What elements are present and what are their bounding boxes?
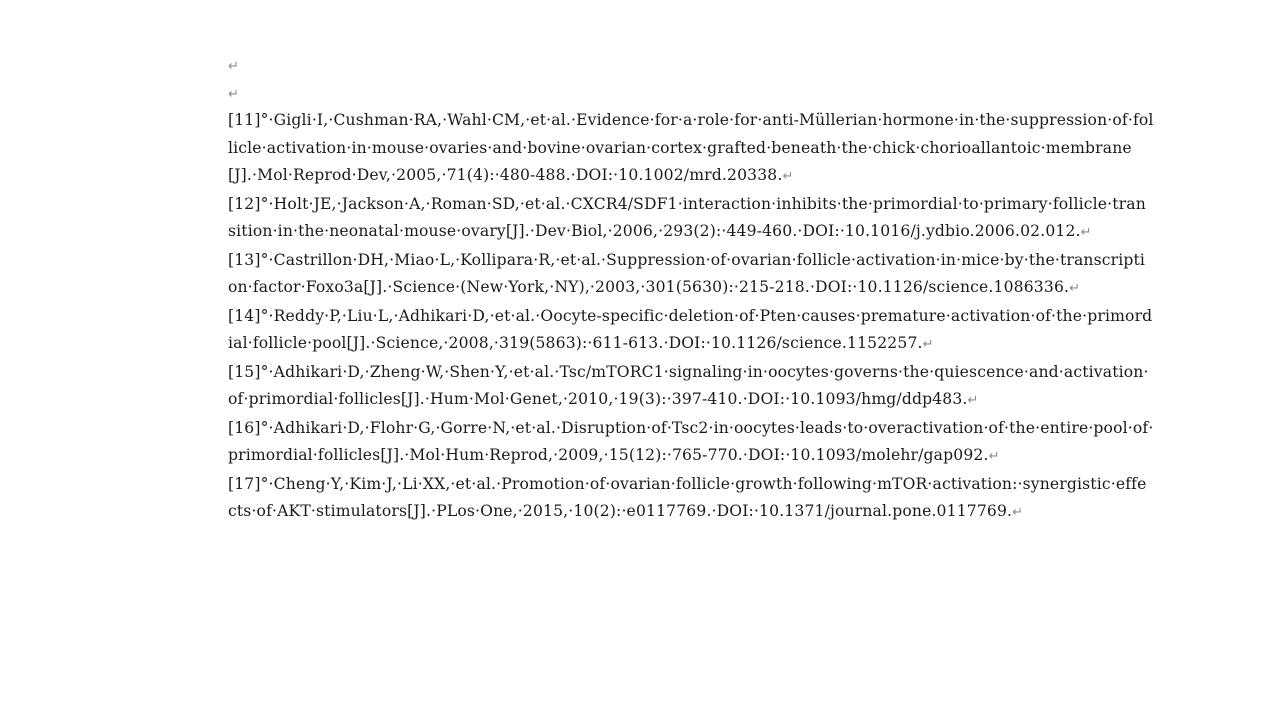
reference-text: [12]°·Holt·JE,·Jackson·A,·Roman·SD,·et·al.·CXCR4/SDF1·interaction·inhibits·the·primordial·to·primary·follicle·transition·in·the·neonatal·mouse·ovary[J].·Dev·Biol,·2006,·293(2):·449-460.·DOI:·10.1016/j.ydbio.2006.02.012. (228, 194, 1146, 240)
reference-entry-14 (228, 303, 1154, 359)
paragraph-mark-icon: ↵ (228, 86, 239, 102)
reference-text: [16]°·Adhikari·D,·Flohr·G,·Gorre·N,·et·al.·Disruption·of·Tsc2·in·oocytes·leads·to·overactivation·of·the·entire·pool·of·primordial·follicles[J].·Mol·Hum·Reprod,·2009,·15(12):·765-770.·DOI:·10.1093/molehr/gap092. (228, 418, 1154, 464)
reference-text: [17]°·Cheng·Y,·Kim·J,·Li·XX,·et·al.·Promotion·of·ovarian·follicle·growth·following·mTOR·activation:·synergistic·effects·of·AKT·stimulators[J].·PLos·One,·2015,·10(2):·e0117769.·DOI:·10.1371/journal.pone.0117769. (228, 474, 1147, 520)
empty-paragraph (228, 80, 1154, 108)
reference-entry-15 (228, 359, 1154, 415)
reference-text: [11]°·Gigli·I,·Cushman·RA,·Wahl·CM,·et·al.·Evidence·for·a·role·for·anti-Müllerian·hormone·in·the·suppression·of·follicle·activation·in·mouse·ovaries·and·bovine·ovarian·cortex·grafted·beneath·the·chick·chorioallantoic·membrane[J].·Mol·Reprod·Dev,·2005,·71(4):·480-488.·DOI:·10.1002/mrd.20338. (228, 111, 1154, 184)
reference-entry-16 (228, 415, 1154, 471)
reference-text: [14]°·Reddy·P,·Liu·L,·Adhikari·D,·et·al.·Oocyte-specific·deletion·of·Pten·causes·premature·activation·of·the·primordial·follicle·pool[J].·Science,·2008,·319(5863):·611-613.·DOI:·10.1126/science.1152257. (228, 306, 1153, 352)
paragraph-mark-icon: ↵ (1069, 281, 1081, 296)
document-page[interactable] (228, 52, 1154, 527)
reference-entry-13 (228, 247, 1154, 303)
paragraph-mark-icon: ↵ (922, 337, 934, 352)
reference-text: [13]°·Castrillon·DH,·Miao·L,·Kollipara·R,·et·al.·Suppression·of·ovarian·follicle·activation·in·mice·by·the·transcription·factor·Foxo3a[J].·Science·(New·York,·NY),·2003,·301(5630):·215-218.·DOI:·10.1126/science.1086336. (228, 250, 1146, 296)
paragraph-mark-icon: ↵ (1012, 505, 1024, 520)
reference-entry-12 (228, 191, 1154, 247)
paragraph-mark-icon: ↵ (967, 393, 979, 408)
paragraph-mark-icon: ↵ (1080, 225, 1092, 240)
paragraph-mark-icon: ↵ (782, 169, 794, 184)
reference-entry-11 (228, 107, 1154, 191)
reference-entry-17 (228, 471, 1154, 527)
empty-paragraph (228, 52, 1154, 80)
paragraph-mark-icon: ↵ (988, 449, 1000, 464)
reference-text: [15]°·Adhikari·D,·Zheng·W,·Shen·Y,·et·al.·Tsc/mTORC1·signaling·in·oocytes·governs·the·quiescence·and·activation·of·primordial·follicles[J].·Hum·Mol·Genet,·2010,·19(3):·397-410.·DOI:·10.1093/hmg/ddp483. (228, 362, 1149, 408)
paragraph-mark-icon: ↵ (228, 59, 239, 74)
